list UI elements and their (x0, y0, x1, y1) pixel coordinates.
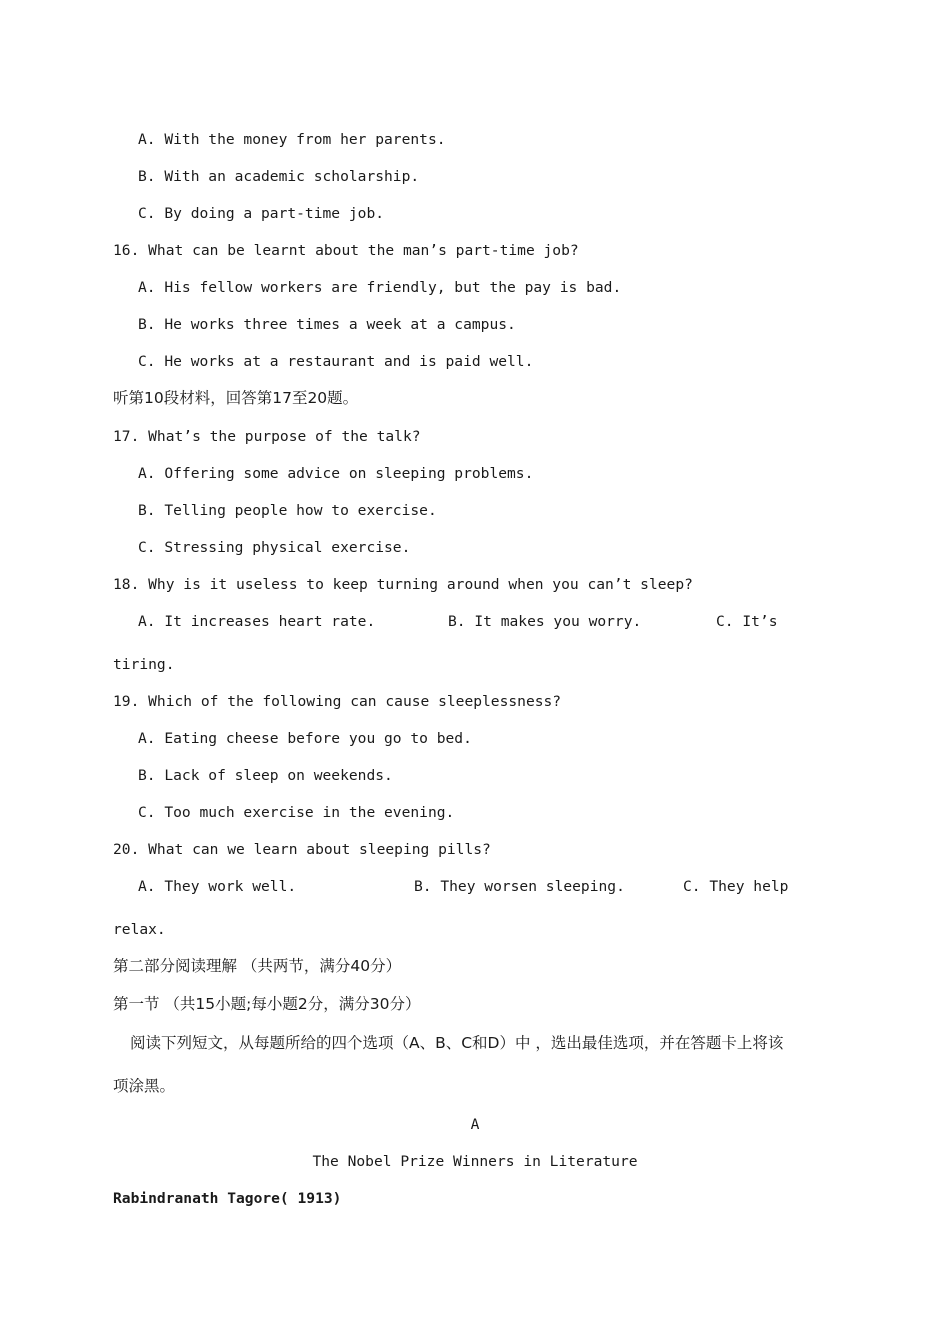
q20-option-c-continued: relax. (113, 921, 166, 938)
q15-option-b: B. With an academic scholarship. (138, 168, 420, 185)
q15-option-c: C. By doing a part-time job. (138, 205, 385, 222)
passage-letter: A (470, 1116, 480, 1133)
passage-subheading: Rabindranath Tagore( 1913) (113, 1190, 342, 1207)
q19-option-b: B. Lack of sleep on weekends. (138, 767, 393, 784)
q20-option-b: B. They worsen sleeping. (414, 878, 625, 895)
q16-option-a: A. His fellow workers are friendly, but the pay is bad. (138, 279, 622, 296)
q16-stem: 16. What can be learnt about the man’s part-time job? (113, 242, 579, 259)
q16-option-c: C. He works at a restaurant and is paid well. (138, 353, 534, 370)
q17-option-b: B. Telling people how to exercise. (138, 502, 437, 519)
q19-stem: 19. Which of the following can cause sleeplessness? (113, 693, 562, 710)
section1-heading: 第一节 （共15小题;每小题2分，满分30分） (113, 995, 421, 1013)
q18-stem: 18. Why is it useless to keep turning around when you can’t sleep? (113, 576, 693, 593)
q19-option-a: A. Eating cheese before you go to bed. (138, 730, 472, 747)
q20-option-c: C. They help (683, 878, 789, 895)
part2-heading: 第二部分阅读理解 （共两节，满分40分） (113, 957, 402, 975)
passage-title: The Nobel Prize Winners in Literature (312, 1153, 638, 1170)
q18-option-a: A. It increases heart rate. (138, 613, 376, 630)
q18-option-c-continued: tiring. (113, 656, 175, 673)
reading-instruction-line1: 阅读下列短文，从每题所给的四个选项（A、B、C和D）中 ，选出最佳选项，并在答题卡上将该 (130, 1034, 784, 1052)
q18-option-c: C. It’s (716, 613, 778, 630)
q18-option-b: B. It makes you worry. (448, 613, 642, 630)
q20-option-a: A. They work well. (138, 878, 297, 895)
q19-option-c: C. Too much exercise in the evening. (138, 804, 455, 821)
q15-option-a: A. With the money from her parents. (138, 131, 446, 148)
q17-stem: 17. What’s the purpose of the talk? (113, 428, 421, 445)
section10-instruction: 听第10段材料，回答第17至20题。 (113, 389, 359, 407)
reading-instruction-line2: 项涂黑。 (113, 1077, 176, 1095)
q17-option-c: C. Stressing physical exercise. (138, 539, 411, 556)
q20-stem: 20. What can we learn about sleeping pills? (113, 841, 491, 858)
q16-option-b: B. He works three times a week at a campus. (138, 316, 516, 333)
q17-option-a: A. Offering some advice on sleeping problems. (138, 465, 534, 482)
